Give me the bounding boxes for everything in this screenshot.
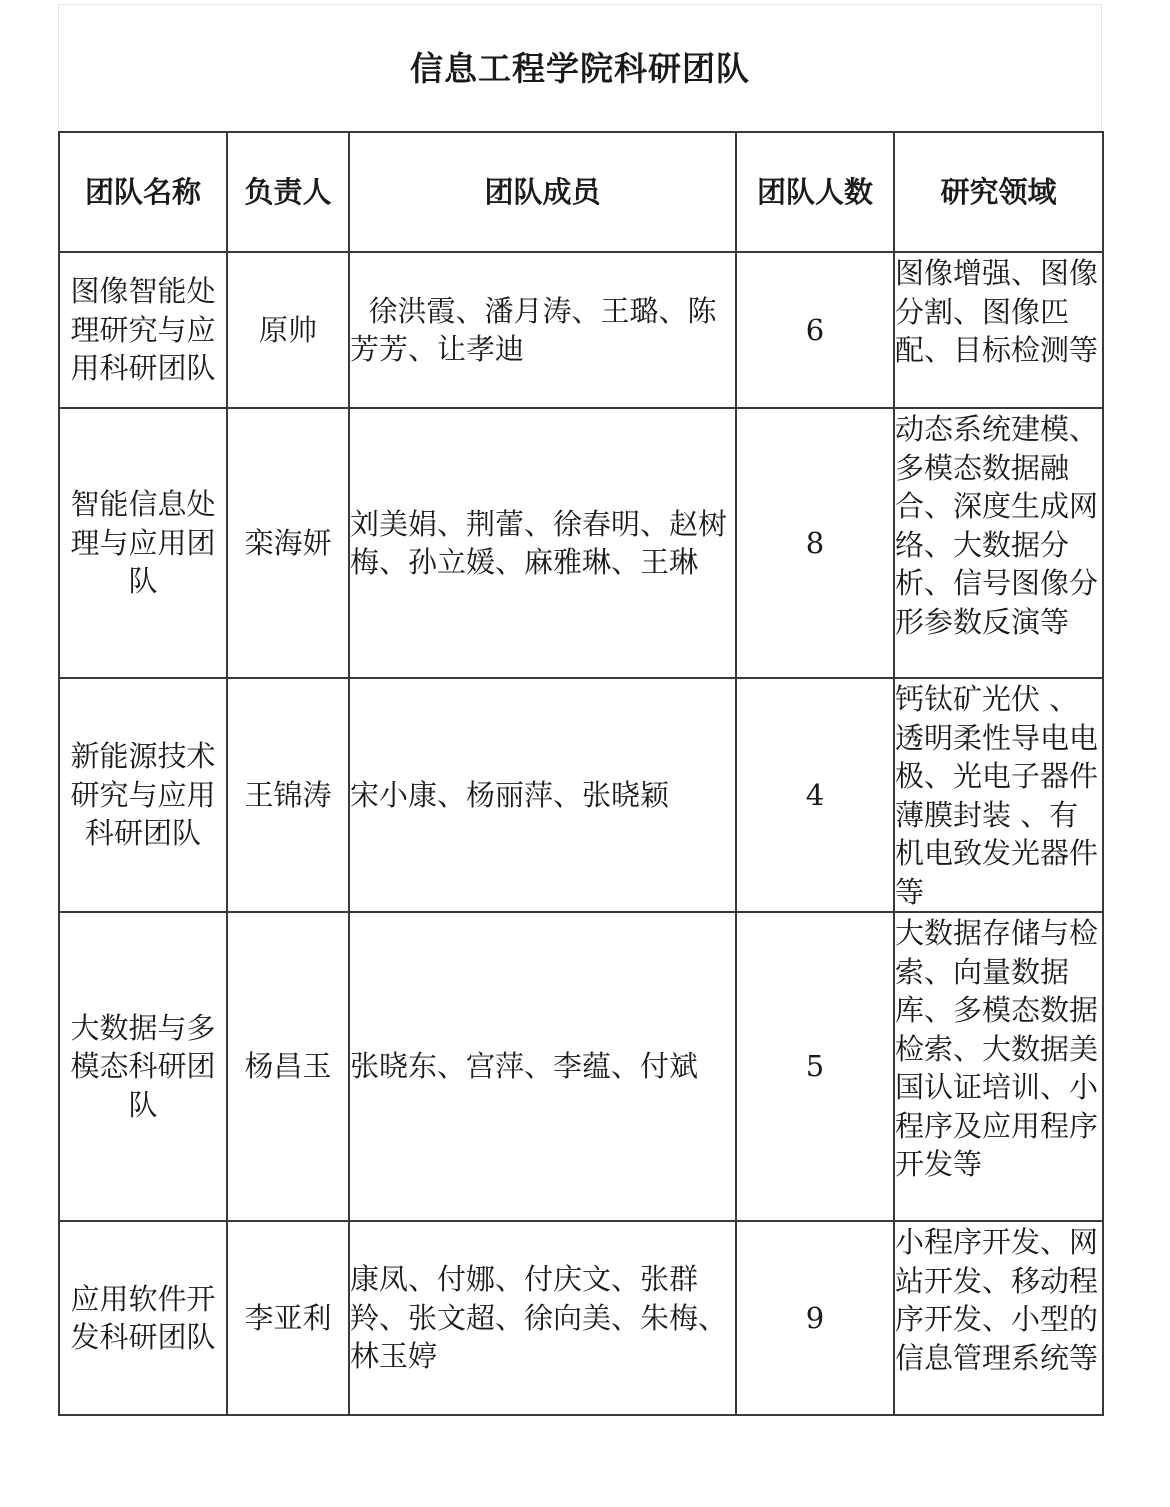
header-team-name: 团队名称 bbox=[59, 132, 227, 252]
team-count: 4 bbox=[736, 678, 894, 912]
team-field: 大数据存储与检索、向量数据库、多模态数据检索、大数据美国认证培训、小程序及应用程序开发等 bbox=[895, 916, 1099, 1181]
team-field: 钙钛矿光伏 、透明柔性导电电极、光电子器件薄膜封装 、有机电致发光器件等 bbox=[895, 682, 1099, 909]
page-title: 信息工程学院科研团队 bbox=[410, 48, 750, 88]
team-leader: 原帅 bbox=[227, 252, 349, 408]
table-row bbox=[59, 252, 1103, 408]
team-field: 小程序开发、网站开发、移动程序开发、小型的信息管理系统等 bbox=[895, 1225, 1099, 1375]
team-name: 新能源技术研究与应用科研团队 bbox=[59, 678, 227, 912]
team-members: 张晓东、宫萍、李蕴、付斌 bbox=[349, 912, 736, 1221]
header-count: 团队人数 bbox=[736, 132, 894, 252]
table-row bbox=[59, 408, 1103, 678]
team-count: 5 bbox=[736, 912, 894, 1221]
team-members: 徐洪霞、潘月涛、王璐、陈芳芳、让孝迪 bbox=[349, 252, 736, 408]
team-field: 动态系统建模、多模态数据融合、深度生成网络、大数据分析、信号图像分形参数反演等 bbox=[895, 412, 1099, 639]
teams-table bbox=[58, 131, 1104, 1416]
team-name: 智能信息处理与应用团队 bbox=[59, 408, 227, 678]
header-leader: 负责人 bbox=[227, 132, 349, 252]
team-members: 刘美娟、荆蕾、徐春明、赵树梅、孙立媛、麻雅琳、王琳 bbox=[349, 408, 736, 678]
table-row bbox=[59, 678, 1103, 912]
team-name: 图像智能处理研究与应用科研团队 bbox=[59, 252, 227, 408]
team-leader: 王锦涛 bbox=[227, 678, 349, 912]
header-members: 团队成员 bbox=[349, 132, 736, 252]
table-row bbox=[59, 1221, 1103, 1415]
team-count: 9 bbox=[736, 1221, 894, 1415]
team-count: 6 bbox=[736, 252, 894, 408]
team-field-cell bbox=[894, 678, 1103, 912]
team-leader: 栾海妍 bbox=[227, 408, 349, 678]
header-row bbox=[59, 132, 1103, 252]
header-field: 研究领域 bbox=[894, 132, 1103, 252]
team-field-cell bbox=[894, 408, 1103, 678]
team-members: 宋小康、杨丽萍、张晓颖 bbox=[349, 678, 736, 912]
team-members: 康凤、付娜、付庆文、张群羚、张文超、徐向美、朱梅、林玉婷 bbox=[349, 1221, 736, 1415]
table-row bbox=[59, 912, 1103, 1221]
team-field: 图像增强、图像分割、图像匹配、目标检测等 bbox=[895, 256, 1099, 367]
team-leader: 李亚利 bbox=[227, 1221, 349, 1415]
team-field-cell bbox=[894, 252, 1103, 408]
team-count: 8 bbox=[736, 408, 894, 678]
team-field-cell bbox=[894, 912, 1103, 1221]
team-name: 应用软件开发科研团队 bbox=[59, 1221, 227, 1415]
team-leader: 杨昌玉 bbox=[227, 912, 349, 1221]
team-name: 大数据与多模态科研团队 bbox=[59, 912, 227, 1221]
title-box bbox=[58, 4, 1102, 131]
team-field-cell bbox=[894, 1221, 1103, 1415]
